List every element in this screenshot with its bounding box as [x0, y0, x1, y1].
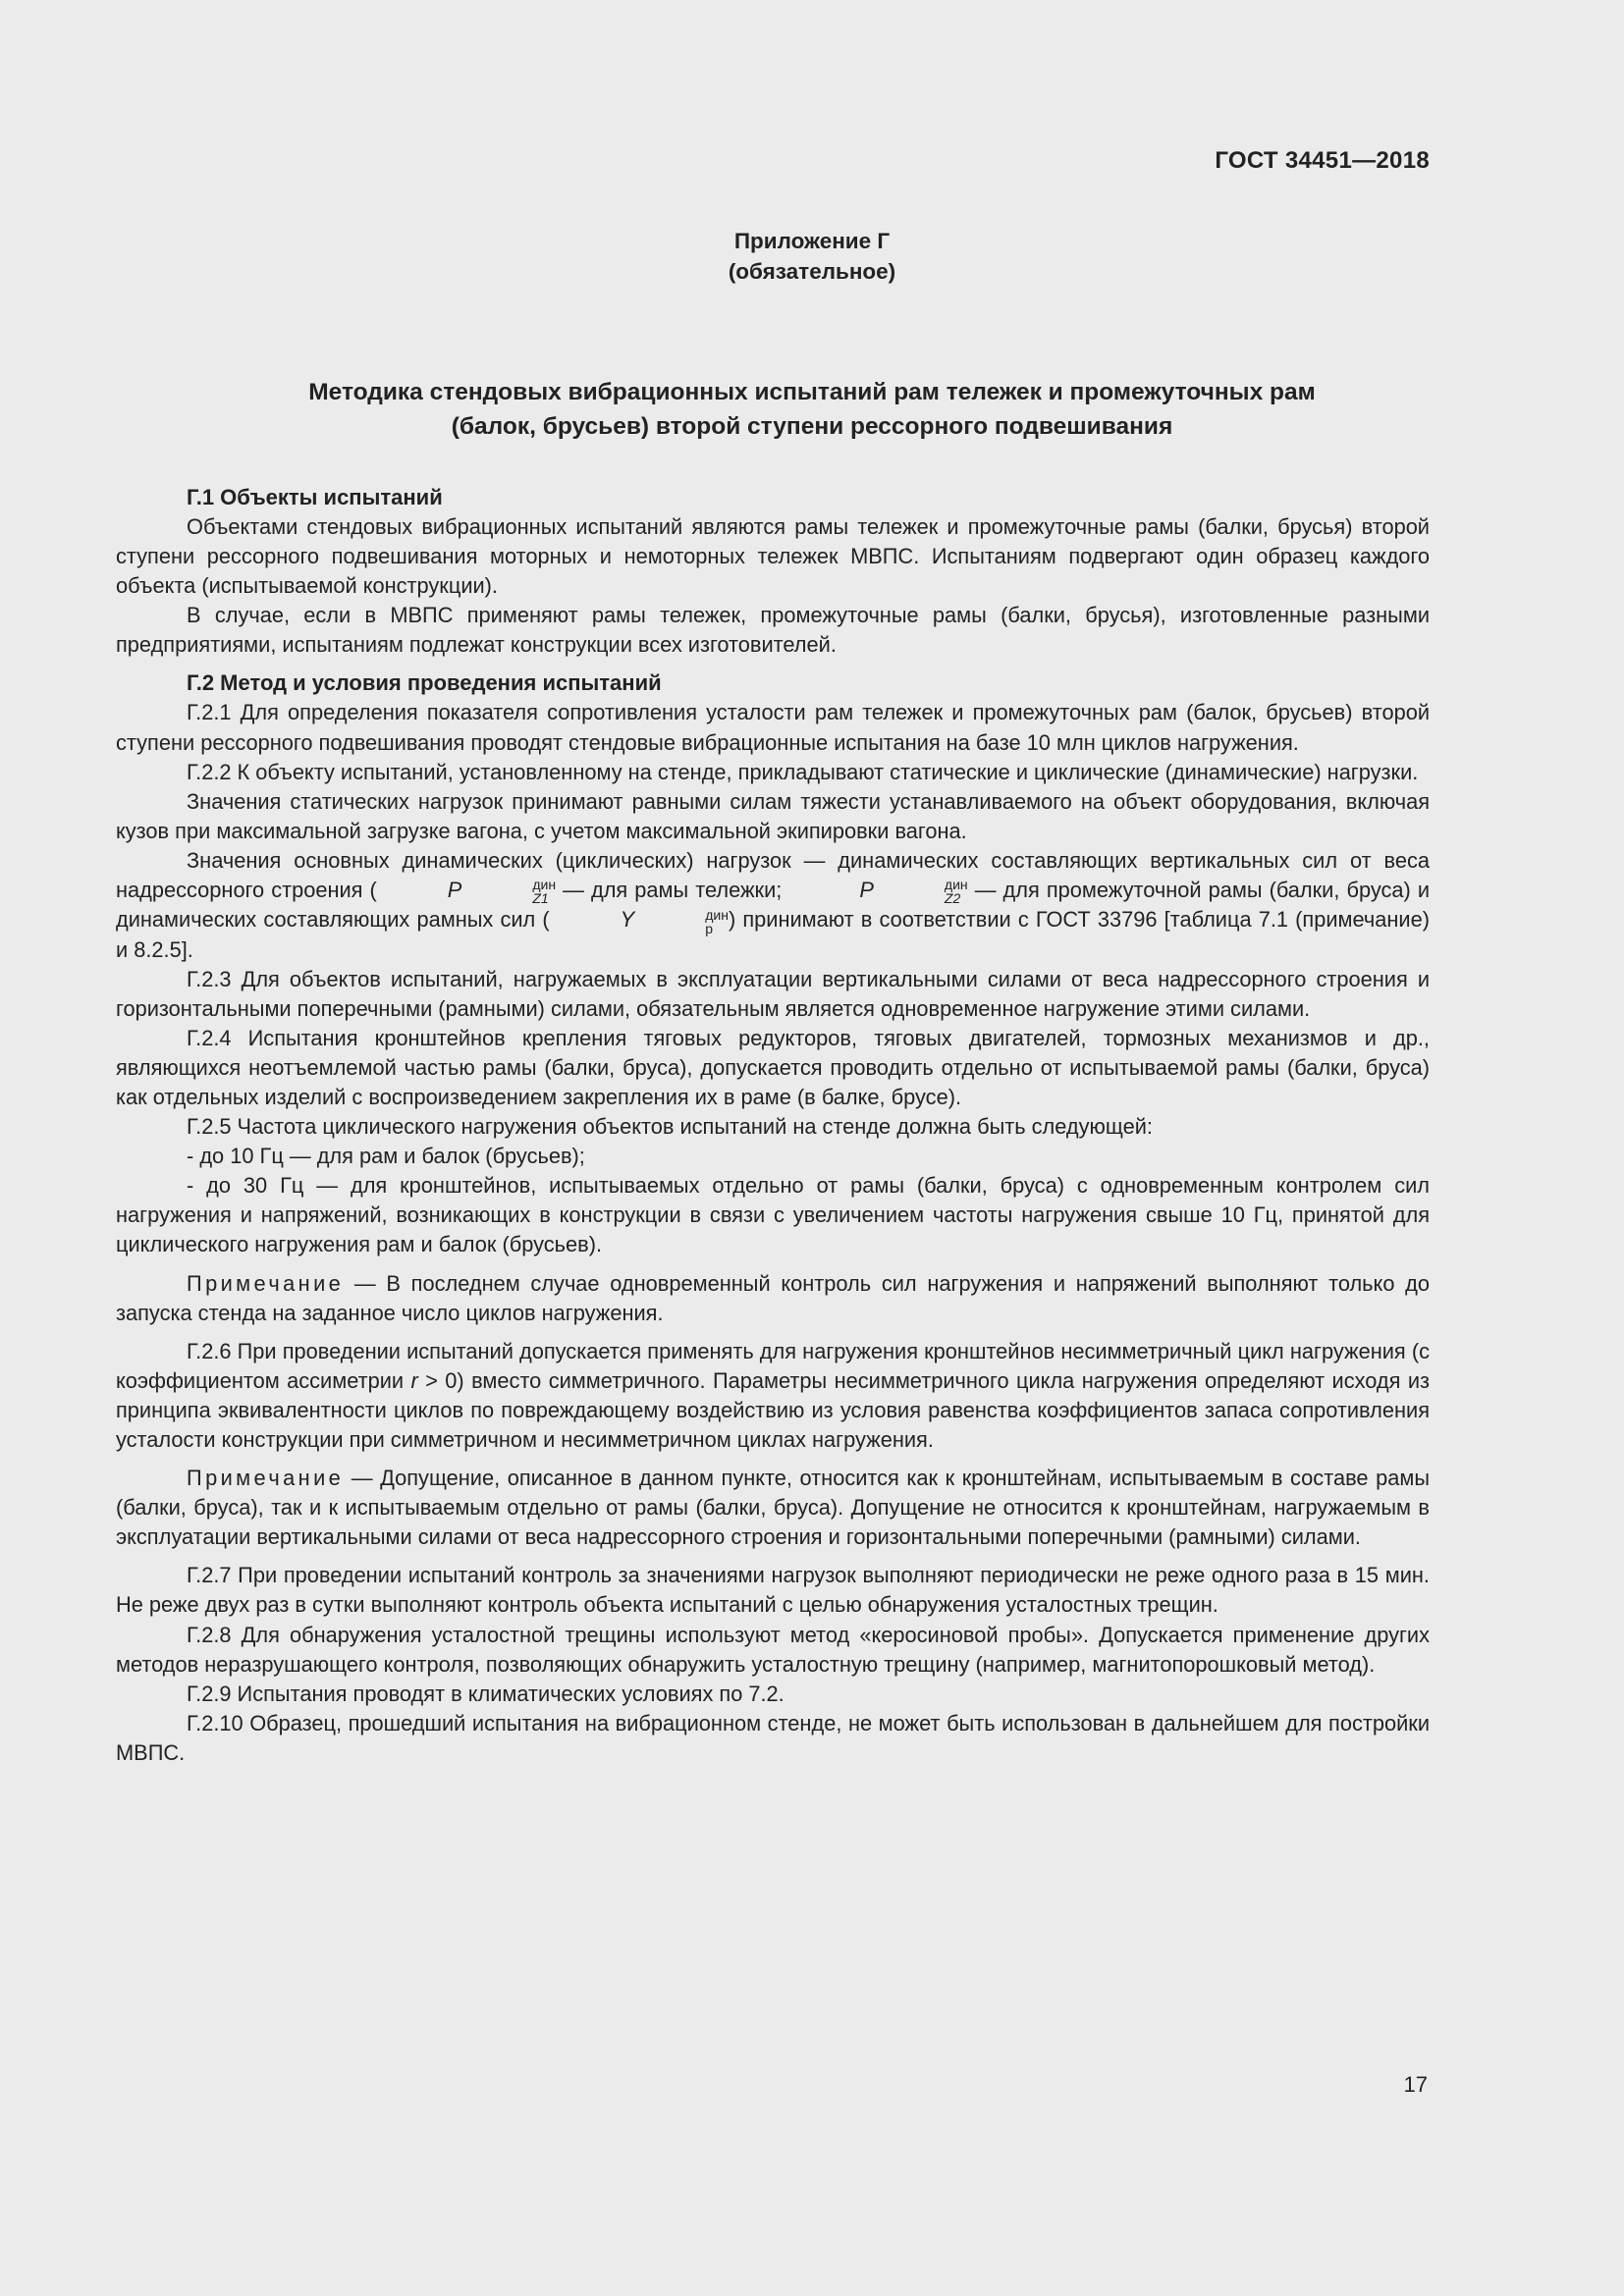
- clause-2-5: Г.2.5 Частота циклического нагружения объектов испытаний на стенде должна быть следующей:: [187, 1114, 1153, 1140]
- formula-yp: Y дин р: [620, 906, 729, 936]
- clause-2-2: Г.2.2 К объекту испытаний, установленному на стенде, прикладывают статические и циклические (динамические) нагрузки.: [187, 759, 1419, 784]
- formula-pz2: P дин Z2: [859, 877, 968, 907]
- formula-pz1: P дин Z1: [447, 877, 557, 907]
- appendix-status: (обязательное): [728, 259, 896, 284]
- clause-2-10: Г.2.10 Образец, прошедший испытания на вибрационном стенде, не может быть использован в дальнейшем для постройки МВПС.: [116, 1710, 1430, 1765]
- note-label: Примечание: [187, 1270, 345, 1296]
- note-text: — Допущение, описанное в данном пункте, относится как к кронштейнам, испытываемым в составе рамы (балки, бруса), так и к испытываемым отдельно от рамы (балки, бруса). Допущение не относится к кронштейнам, нагружаемым в эксплуатации вертикальными силами от веса надрессорного строения и горизонтальными поперечными (рамными) силами.: [116, 1466, 1430, 1550]
- document-title-line1: Методика стендовых вибрационных испытаний рам тележек и промежуточных рам: [308, 379, 1316, 405]
- clause-2-3: Г.2.3 Для объектов испытаний, нагружаемых в эксплуатации вертикальными силами от веса надрессорного строения и горизонтальными поперечными (рамными) силами, обязательным является одновременное нагружение этими силами.: [116, 966, 1430, 1021]
- dynamic-loads-text: Значения основных динамических (циклических) нагрузок — динамических составляющих вертикальных сил от веса надрессорного строения (: [116, 847, 1430, 903]
- note-2: [116, 1464, 1430, 1552]
- dynamic-loads-text: — для рамы тележки;: [556, 878, 789, 903]
- appendix-heading: [0, 226, 1624, 287]
- standard-code: ГОСТ 34451—2018: [1215, 147, 1430, 174]
- clause-2-7: Г.2.7 При проведении испытаний контроль за значениями нагрузок выполняют периодически не реже одного раза в 15 мин. Не реже двух раз в сутки выполняют контроль объекта испытаний с целью обнаружения усталостных трещин.: [116, 1563, 1430, 1618]
- frequency-list-item: - до 30 Гц — для кронштейнов, испытываемых отдельно от рамы (балки, бруса) с одновременным контролем сил нагружения и напряжений, возникающих в конструкции в связи с увеличением частоты нагружения свыше 10 Гц, принятой для циклического нагружения рам и балок (брусьев).: [116, 1173, 1430, 1257]
- appendix-label: Приложение Г: [733, 229, 891, 253]
- frequency-list-item: - до 10 Гц — для рам и балок (брусьев);: [187, 1144, 585, 1169]
- document-title-line2: (балок, брусьев) второй ступени рессорного подвешивания: [451, 413, 1173, 440]
- section1-heading: Г.1 Объекты испытаний: [187, 485, 443, 509]
- page-number: 17: [1403, 2072, 1428, 2097]
- document-title: [118, 375, 1506, 444]
- clause-2-1: Г.2.1 Для определения показателя сопротивления усталости рам тележек и промежуточных рам (балок, брусьев) второй ступени рессорного подвешивания проводят стендовые вибрационные испытания на базе 10 млн циклов нагружения.: [116, 700, 1430, 755]
- dynamic-loads-paragraph: [116, 846, 1430, 965]
- document-body: [116, 483, 1430, 1768]
- note-text: — В последнем случае одновременный контроль сил нагружения и напряжений выполняют только до запуска стенда на заданное число циклов нагружения.: [116, 1270, 1430, 1325]
- symbol-r: r: [410, 1367, 418, 1393]
- clause-2-8: Г.2.8 Для обнаружения усталостной трещины используют метод «керосиновой пробы». Допускается применение других методов неразрушающего контроля, позволяющих обнаружить усталостную трещину (например, магнитопорошковый метод).: [116, 1622, 1430, 1677]
- dynamic-loads-text: ) принимают в соответствии с ГОСТ 33796 [таблица 7.1 (примечание) и 8.2.5].: [116, 907, 1430, 962]
- section2-heading: Г.2 Метод и условия проведения испытаний: [187, 670, 662, 696]
- note-1: [116, 1269, 1430, 1328]
- clause-2-4: Г.2.4 Испытания кронштейнов крепления тяговых редукторов, тяговых двигателей, тормозных механизмов и др., являющихся неотъемлемой частью рамы (балки, бруса), допускается проводить отдельно от испытываемой рамы (балки, бруса) как отдельных изделий с воспроизведением закрепления их в раме (в балке, брусе).: [116, 1025, 1430, 1109]
- clause-2-9: Г.2.9 Испытания проводят в климатических условиях по 7.2.: [187, 1681, 785, 1706]
- clause-2-6: Г.2.6 При проведении испытаний допускается применять для нагружения кронштейнов несимметричный цикл нагружения (с коэффициентом ассиметрии r > 0) вместо симметричного. Параметры несимметричного цикла нагружения определяют исходя из принципа эквивалентности циклов по повреждающему воздействию из условия равенства коэффициентов запаса сопротивления усталости конструкции при симметричном и несимметричном циклах нагружения.: [116, 1338, 1431, 1452]
- note-label: Примечание: [187, 1466, 345, 1491]
- static-loads-paragraph: Значения статических нагрузок принимают равными силам тяжести устанавливаемого на объект оборудования, включая кузов при максимальной загрузке вагона, с учетом максимальной экипировки вагона.: [116, 788, 1430, 843]
- dynamic-loads-text: — для промежуточной рамы (балки, бруса) и динамических составляющих рамных сил (: [116, 878, 1430, 933]
- section1-paragraph: В случае, если в МВПС применяют рамы тележек, промежуточные рамы (балки, брусья), изготовленные разными предприятиями, испытаниям подлежат конструкции всех изготовителей.: [116, 603, 1430, 658]
- section1-paragraph: Объектами стендовых вибрационных испытаний являются рамы тележек и промежуточные рамы (балки, брусья) второй ступени рессорного подвешивания моторных и немоторных тележек МВПС. Испытаниям подвергают один образец каждого объекта (испытываемой конструкции).: [116, 514, 1430, 599]
